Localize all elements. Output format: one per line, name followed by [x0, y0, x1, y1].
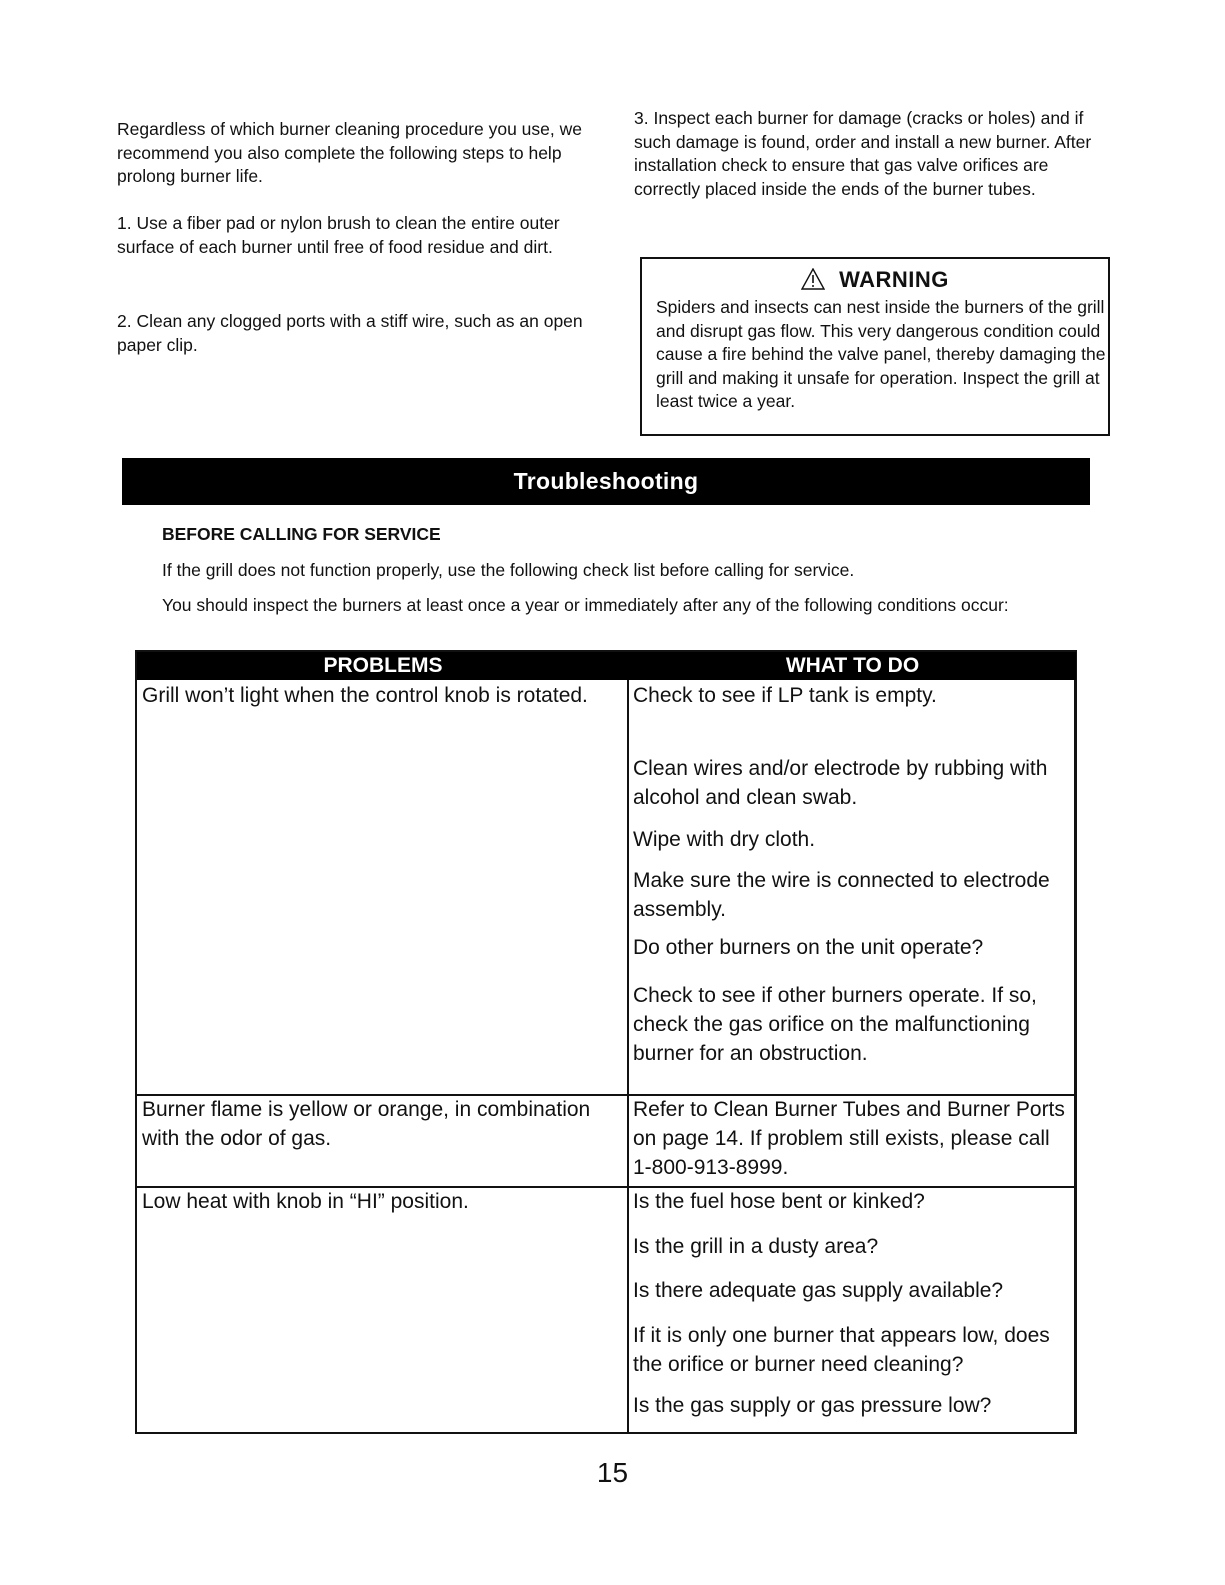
step-2-text: 2. Clean any clogged ports with a stiff wire, such as an open paper clip.: [117, 311, 583, 355]
problem-cell: Burner flame is yellow or orange, in combination with the odor of gas.: [142, 1098, 591, 1150]
problem-cell: Grill won’t light when the control knob is rotated.: [142, 684, 588, 707]
step-3-text: 3. Inspect each burner for damage (cracks or holes) and if such damage is found, order and install a new burner. After installation check to ensure that gas valve orifices are correctly placed inside the ends of the burner tubes.: [634, 108, 1092, 199]
warning-heading: [642, 267, 1108, 293]
warning-box: [640, 257, 1110, 436]
troubleshooting-banner: Troubleshooting: [122, 458, 1090, 505]
header-problems: PROBLEMS: [137, 652, 629, 680]
troubleshooting-table: [135, 650, 1077, 1434]
page-number: 15: [596, 1457, 629, 1488]
action-text: Clean wires and/or electrode by rubbing with alcohol and clean swab.: [633, 757, 1048, 809]
column-divider: [627, 680, 629, 1432]
action-text: Check to see if other burners operate. If so, check the gas orifice on the malfunctioning burner for an obstruction.: [633, 984, 1037, 1065]
problem-cell: Low heat with knob in “HI” position.: [142, 1190, 469, 1213]
warning-text: Spiders and insects can nest inside the burners of the grill and disrupt gas flow. This very dangerous condition could cause a fire behind the valve panel, thereby damaging the grill and making it unsafe for operation. Inspect the grill at least twice a year.: [656, 297, 1106, 411]
inspection-frequency-text: You should inspect the burners at least once a year or immediately after any of the following conditions occur:: [162, 595, 1009, 615]
action-text: Wipe with dry cloth.: [633, 828, 816, 851]
action-text: Is the fuel hose bent or kinked?: [633, 1190, 925, 1213]
action-text: Is the grill in a dusty area?: [633, 1235, 879, 1258]
action-text: Is the gas supply or gas pressure low?: [633, 1394, 992, 1417]
intro-paragraph: Regardless of which burner cleaning procedure you use, we recommend you also complete the following steps to help prolong burner life.: [117, 119, 582, 186]
action-text: Refer to Clean Burner Tubes and Burner Ports on page 14. If problem still exists, please call 1-800-913-8999.: [633, 1098, 1065, 1179]
warning-title: WARNING: [839, 267, 949, 292]
header-what-to-do: WHAT TO DO: [629, 652, 1076, 680]
warning-triangle-icon: [801, 268, 825, 290]
action-text: Make sure the wire is connected to electrode assembly.: [633, 869, 1050, 921]
checklist-intro-text: If the grill does not function properly, use the following check list before calling for service.: [162, 560, 855, 580]
action-text: Is there adequate gas supply available?: [633, 1279, 1004, 1302]
action-text: Check to see if LP tank is empty.: [633, 684, 937, 707]
step-1-text: 1. Use a fiber pad or nylon brush to clean the entire outer surface of each burner until free of food residue and dirt.: [117, 213, 560, 257]
action-text: Do other burners on the unit operate?: [633, 936, 984, 959]
before-calling-heading: BEFORE CALLING FOR SERVICE: [162, 524, 441, 544]
action-text: If it is only one burner that appears low, does the orifice or burner need cleaning?: [633, 1324, 1050, 1376]
